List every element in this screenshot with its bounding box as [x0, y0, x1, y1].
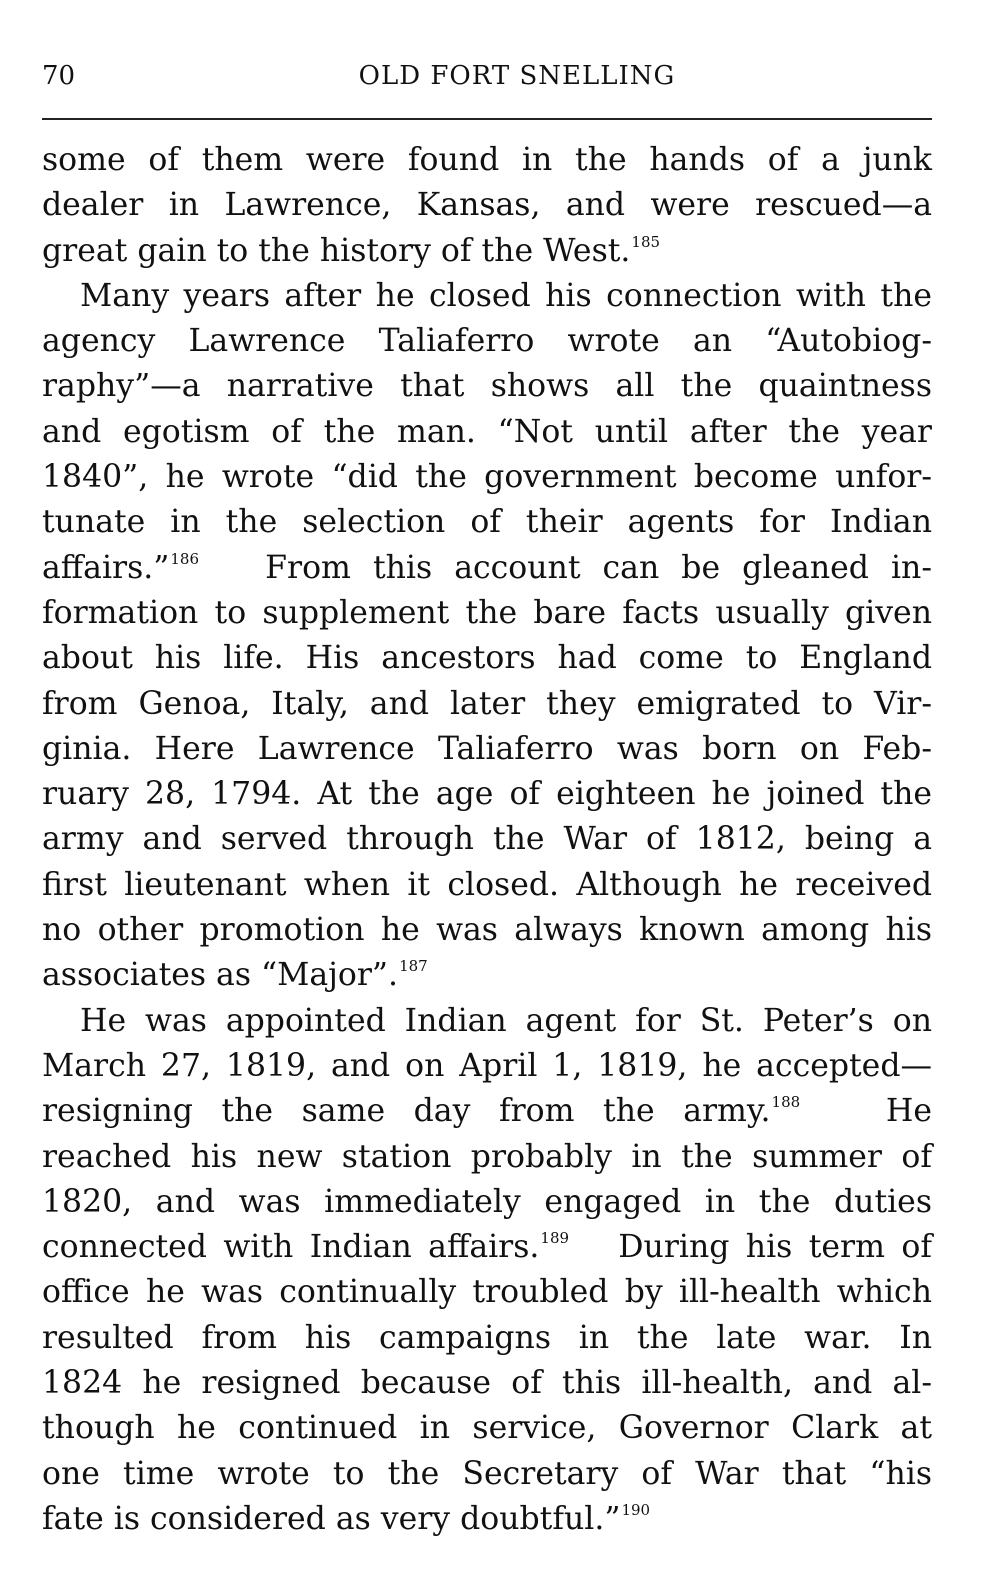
text-line: [42, 1225, 932, 1270]
text-segment: great gain to the history of the West.: [42, 232, 631, 269]
footnote-ref: 190: [621, 1500, 651, 1519]
text-line: formation to supplement the bare facts usually given: [42, 594, 932, 631]
text-line: 1824 he resigned because of this ill-health, and al-: [42, 1365, 932, 1402]
page-number: 70: [42, 61, 76, 91]
header-rule: [42, 118, 932, 120]
text-line: [42, 546, 932, 591]
text-line: some of them were found in the hands of a junk: [42, 142, 932, 178]
text-line: tunate in the selection of their agents for Indian: [42, 504, 932, 541]
body-text: [42, 138, 932, 1542]
text-line: office he was continually troubled by ill-health which: [42, 1274, 932, 1311]
text-line: [42, 229, 932, 274]
text-line: about his life. His ancestors had come to England: [42, 640, 932, 677]
paragraph-1: [42, 138, 932, 274]
paragraph-2: [42, 274, 932, 999]
text-line: [42, 1089, 932, 1134]
text-line: He was appointed Indian agent for St. Peter’s on: [80, 1002, 932, 1039]
text-line: 1820, and was immediately engaged in the duties: [42, 1183, 932, 1220]
text-line: [42, 953, 932, 998]
footnote-ref: 187: [399, 957, 428, 976]
text-line: raphy”—a narrative that shows all the quaintness: [42, 368, 932, 405]
text-line: from Genoa, Italy, and later they emigrated to Vir-: [42, 685, 932, 722]
paragraph-3: [42, 999, 932, 1543]
running-head: [42, 58, 932, 98]
text-segment: During his term of: [618, 1229, 932, 1266]
text-segment: He: [885, 1093, 932, 1130]
text-segment: fate is considered as very doubtful.”: [42, 1500, 621, 1537]
text-line: and egotism of the man. “Not until after the year: [42, 413, 932, 450]
text-line: no other promotion he was always known among his: [42, 912, 932, 949]
text-line: first lieutenant when it closed. Although he received: [42, 866, 932, 903]
footnote-ref: 189: [540, 1229, 570, 1248]
text-segment: From this account can be gleaned in-: [265, 549, 932, 586]
text-line: [42, 1497, 932, 1542]
text-line: agency Lawrence Taliaferro wrote an “Autobiog-: [42, 323, 932, 360]
text-line: resulted from his campaigns in the late war. In: [42, 1319, 932, 1356]
footnote-ref: 186: [170, 549, 199, 568]
text-line: dealer in Lawrence, Kansas, and were rescued—a: [42, 187, 932, 224]
text-line: 1840”, he wrote “did the government become unfor-: [42, 459, 932, 496]
text-line: one time wrote to the Secretary of War that “his: [42, 1455, 932, 1492]
text-line: reached his new station probably in the summer of: [42, 1138, 932, 1175]
text-line: ruary 28, 1794. At the age of eighteen he joined the: [42, 776, 932, 813]
text-line: ginia. Here Lawrence Taliaferro was born on Feb-: [42, 730, 932, 767]
footnote-ref: 185: [631, 232, 661, 251]
text-line: Many years after he closed his connection with the: [80, 277, 932, 314]
text-segment: resigning the same day from the army.: [42, 1093, 771, 1130]
running-title: OLD FORT SNELLING: [358, 61, 676, 91]
footnote-ref: 188: [771, 1093, 801, 1112]
text-line: March 27, 1819, and on April 1, 1819, he accepted—: [42, 1047, 932, 1084]
text-segment: associates as “Major”.: [42, 957, 399, 994]
text-line: though he continued in service, Governor Clark at: [42, 1410, 932, 1447]
text-segment: connected with Indian affairs.: [42, 1229, 540, 1266]
text-segment: affairs.”: [42, 549, 170, 586]
text-line: army and served through the War of 1812, being a: [42, 821, 932, 858]
